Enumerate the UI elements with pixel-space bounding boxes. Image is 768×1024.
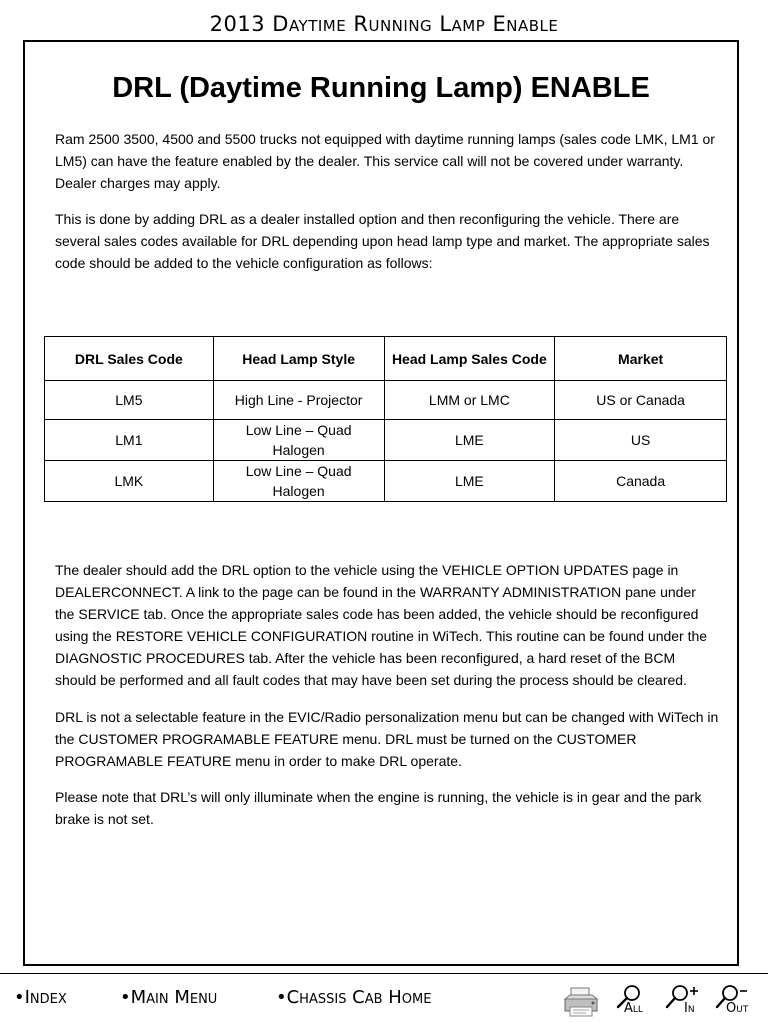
drl-sales-code-table — [44, 336, 727, 502]
table-cell: Low Line – Quad Halogen — [213, 420, 384, 461]
table-header-row — [45, 337, 727, 381]
document-frame — [23, 40, 739, 966]
zoom-in-button[interactable] — [664, 983, 704, 1021]
table-cell: US — [555, 420, 727, 461]
programmable-feature-paragraph: DRL is not a selectable feature in the EVIC/Radio personalization menu but can be changed with WiTech in the CUSTOMER PROGRAMABLE FEATURE menu. DRL must be turned on the CUSTOMER PROGRAMABLE FEATURE menu in order to make DRL operate. — [55, 709, 719, 769]
illumination-note-paragraph: Please note that DRL’s will only illuminate when the engine is running, the vehicle is in gear and the park brake is not set. — [55, 789, 702, 827]
table-cell: LMM or LMC — [384, 381, 555, 420]
intro-paragraph: Ram 2500 3500, 4500 and 5500 trucks not equipped with daytime running lamps (sales code LMK, LM1 or LM5) can have the feature enabled by the dealer. This service call will not be covered under warranty. Dealer charges may apply. — [55, 131, 715, 191]
document-title: DRL (Daytime Running Lamp) ENABLE — [112, 72, 650, 104]
zoom-in-label: In — [684, 1001, 695, 1016]
column-header-drl-sales-code: DRL Sales Code — [45, 337, 214, 381]
table-cell: Low Line – Quad Halogen — [213, 461, 384, 502]
column-header-head-lamp-sales-code: Head Lamp Sales Code — [384, 337, 555, 381]
table-cell: LME — [384, 461, 555, 502]
print-button[interactable] — [562, 985, 600, 1019]
dealer-procedure-paragraph: The dealer should add the DRL option to the vehicle using the VEHICLE OPTION UPDATES page in DEALERCONNECT. A link to the page can be found in the WARRANTY ADMINISTRATION pane under the SERVICE tab. Once the appropriate sales code has been added, the vehicle should be reconfigured using the RESTORE VEHICLE CONFIGURATION routine in WiTech. This routine can be found under the DIAGNOSTIC PROCEDURES tab. After the vehicle has been reconfigured, a hard reset of the BCM should be performed and all fault codes that may have been set during the process should be cleared. — [55, 562, 708, 688]
table-cell: LM5 — [45, 381, 214, 420]
table-row — [45, 461, 727, 502]
page-header-title: 2013 Daytime Running Lamp Enable — [209, 12, 559, 36]
column-header-market: Market — [555, 337, 727, 381]
zoom-out-button[interactable] — [714, 983, 764, 1021]
table-row — [45, 420, 727, 461]
nav-chassis-cab-home-link[interactable]: •Chassis Cab Home — [276, 987, 432, 1008]
printer-icon — [562, 985, 600, 1019]
footer-divider — [0, 973, 768, 974]
table-cell: Canada — [555, 461, 727, 502]
zoom-out-label: Out — [726, 1001, 749, 1016]
sales-code-paragraph: This is done by adding DRL as a dealer installed option and then reconfiguring the vehicle. There are several sales codes available for DRL depending upon head lamp type and market. The appropriate sales code should be added to the vehicle configuration as follows: — [55, 211, 710, 271]
table-cell: LM1 — [45, 420, 214, 461]
table-cell: US or Canada — [555, 381, 727, 420]
table-cell: LMK — [45, 461, 214, 502]
nav-index-link[interactable]: •Index — [14, 987, 67, 1008]
zoom-all-label: All — [624, 1001, 643, 1016]
nav-main-menu-link[interactable]: •Main Menu — [120, 987, 218, 1008]
table-cell: High Line - Projector — [213, 381, 384, 420]
table-row — [45, 381, 727, 420]
column-header-head-lamp-style: Head Lamp Style — [213, 337, 384, 381]
zoom-all-button[interactable] — [612, 983, 652, 1021]
table-cell: LME — [384, 420, 555, 461]
